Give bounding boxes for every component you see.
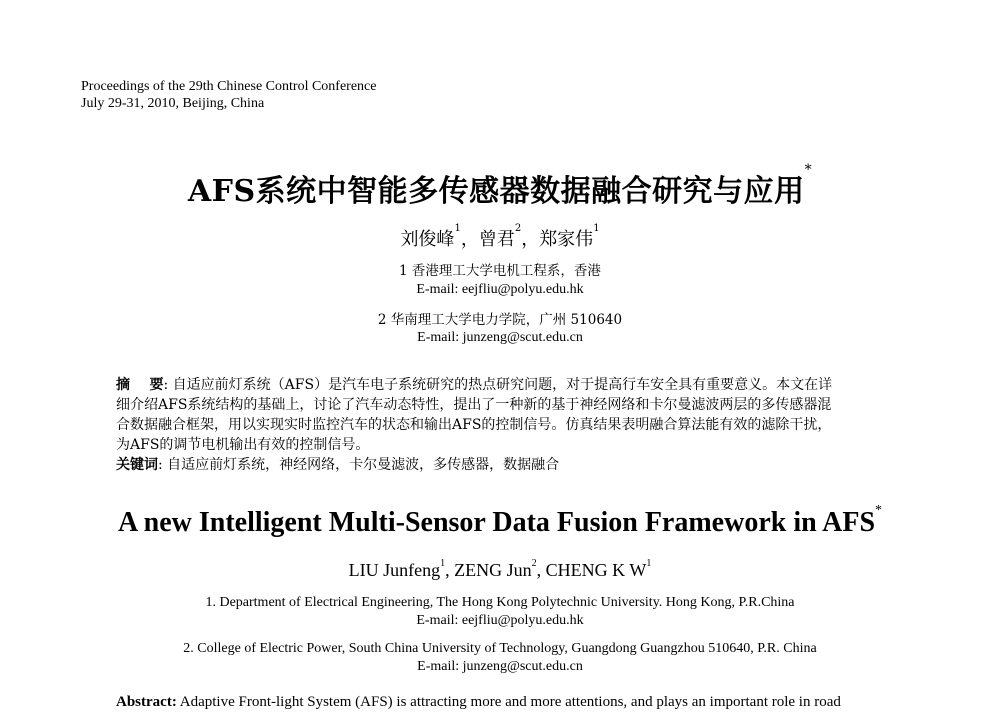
abstract-cn-line: : 自适应前灯系统（AFS）是汽车电子系统研究的热点研究问题，对于提高行车安全具有重要意义。本文在详	[163, 377, 833, 393]
author-en-2: ZENG Jun	[454, 560, 532, 580]
abstract-cn-label: 摘 要	[116, 377, 164, 393]
author-cn-1-sup: 1	[454, 223, 461, 234]
author-en-separator: ,	[445, 560, 455, 580]
proceedings-line: Proceedings of the 29th Chinese Control Conference	[81, 79, 377, 94]
author-en-separator: ,	[536, 560, 546, 580]
author-cn-3: 郑家伟	[539, 229, 594, 250]
affiliation-en-1-email: E-mail: eejfliu@polyu.edu.hk	[416, 613, 584, 628]
title-en-footnote-mark: *	[875, 503, 883, 518]
author-cn-separator: ，	[460, 229, 479, 250]
abstract-cn-line: 合数据融合框架，用以实现实时监控汽车的状态和输出AFS的控制信号。仿真结果表明融合算法能有效的滤除干扰，	[116, 417, 832, 433]
conference-date-line: July 29-31, 2010, Beijing, China	[81, 96, 265, 111]
affiliation-en-1: 1. Department of Electrical Engineering, The Hong Kong Polytechnic University. Hong Kong, P.R.China	[205, 595, 795, 610]
abstract-en-text: Adaptive Front-light System (AFS) is attracting more and more attentions, and plays an important role in road	[176, 694, 841, 710]
affiliation-en-2-email: E-mail: junzeng@scut.edu.cn	[417, 659, 583, 674]
abstract-en-label: Abstract:	[116, 694, 177, 710]
author-en-3-sup: 1	[646, 558, 652, 569]
author-en-2-sup: 2	[531, 558, 537, 569]
author-en-1-sup: 1	[440, 558, 446, 569]
affiliation-cn-1: 1 香港理工大学电机工程系，香港	[399, 263, 601, 279]
author-cn-2-sup: 2	[514, 223, 522, 234]
author-cn-1: 刘俊峰	[400, 229, 455, 250]
author-en-1: LIU Junfeng	[348, 560, 441, 580]
title-en-text: A new Intelligent Multi-Sensor Data Fusion Framework in AFS	[117, 507, 876, 538]
abstract-en	[116, 694, 888, 711]
abstract-cn	[116, 375, 888, 475]
abstract-cn-line: 细介绍AFS系统结构的基础上，讨论了汽车动态特性，提出了一种新的基于神经网络和卡尔曼滤波两层的多传感器混	[116, 397, 832, 413]
author-en-3: CHENG K W	[545, 560, 647, 580]
affiliation-cn-1-email: E-mail: eejfliu@polyu.edu.hk	[416, 282, 584, 297]
author-cn-2: 曾君	[478, 229, 515, 250]
authors-en	[0, 560, 1000, 581]
abstract-cn-line: 为AFS的调节电机输出有效的控制信号。	[116, 437, 370, 453]
title-cn-footnote-mark: *	[804, 162, 813, 178]
author-cn-3-sup: 1	[593, 223, 600, 234]
authors-cn	[0, 225, 1000, 251]
title-en	[0, 503, 1000, 539]
affiliation-en-2: 2. College of Electric Power, South China University of Technology, Guangdong Guangzhou 510640, P.R. China	[183, 641, 817, 656]
author-cn-separator: ，	[521, 229, 540, 250]
title-cn-text: AFS系统中智能多传感器数据融合研究与应用	[187, 174, 805, 209]
title-cn	[0, 162, 1000, 210]
affiliation-cn-2-email: E-mail: junzeng@scut.edu.cn	[417, 330, 583, 345]
keywords-cn-text: : 自适应前灯系统，神经网络，卡尔曼滤波，多传感器，数据融合	[158, 457, 560, 473]
keywords-cn-label: 关键词	[116, 457, 158, 473]
affiliation-cn-2: 2 华南理工大学电力学院，广州 510640	[377, 312, 623, 328]
